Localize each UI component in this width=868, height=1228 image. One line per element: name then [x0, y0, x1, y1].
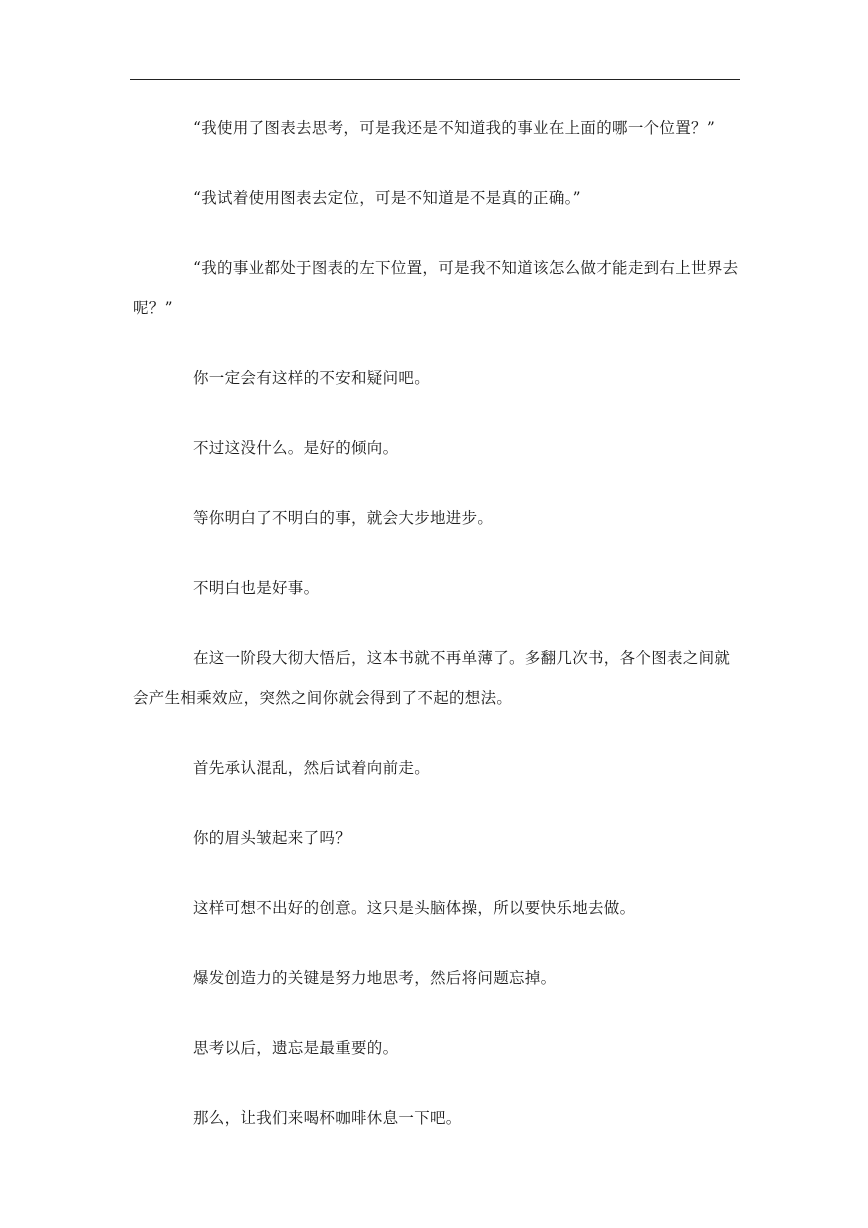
paragraph: 在这一阶段大彻大悟后，这本书就不再单薄了。多翻几次书，各个图表之间就会产生相乘效应，突然之间你就会得到了不起的想法。 [133, 649, 731, 707]
body-text [133, 108, 743, 1168]
paragraph: 不过这没什么。是好的倾向。 [193, 439, 399, 457]
paragraph: 你的眉头皱起来了吗？ [193, 829, 352, 847]
paragraph: 等你明白了不明白的事，就会大步地进步。 [193, 509, 494, 527]
header-rule [130, 79, 740, 80]
paragraph: “我的事业都处于图表的左下位置，可是我不知道该怎么做才能走到右上世界去呢？” [133, 259, 739, 317]
paragraph: 你一定会有这样的不安和疑问吧。 [193, 369, 431, 387]
paragraph: “我使用了图表去思考，可是我还是不知道我的事业在上面的哪一个位置？” [193, 119, 716, 137]
paragraph: 爆发创造力的关键是努力地思考，然后将问题忘掉。 [193, 969, 557, 987]
paragraph: 那么，让我们来喝杯咖啡休息一下吧。 [193, 1109, 462, 1127]
paragraph: 思考以后，遗忘是最重要的。 [193, 1039, 399, 1057]
paragraph: 不明白也是好事。 [193, 579, 320, 597]
paragraph: 首先承认混乱，然后试着向前走。 [193, 759, 431, 777]
paragraph: “我试着使用图表去定位，可是不知道是不是真的正确。” [193, 189, 581, 207]
paragraph: 这样可想不出好的创意。这只是头脑体操，所以要快乐地去做。 [193, 899, 636, 917]
